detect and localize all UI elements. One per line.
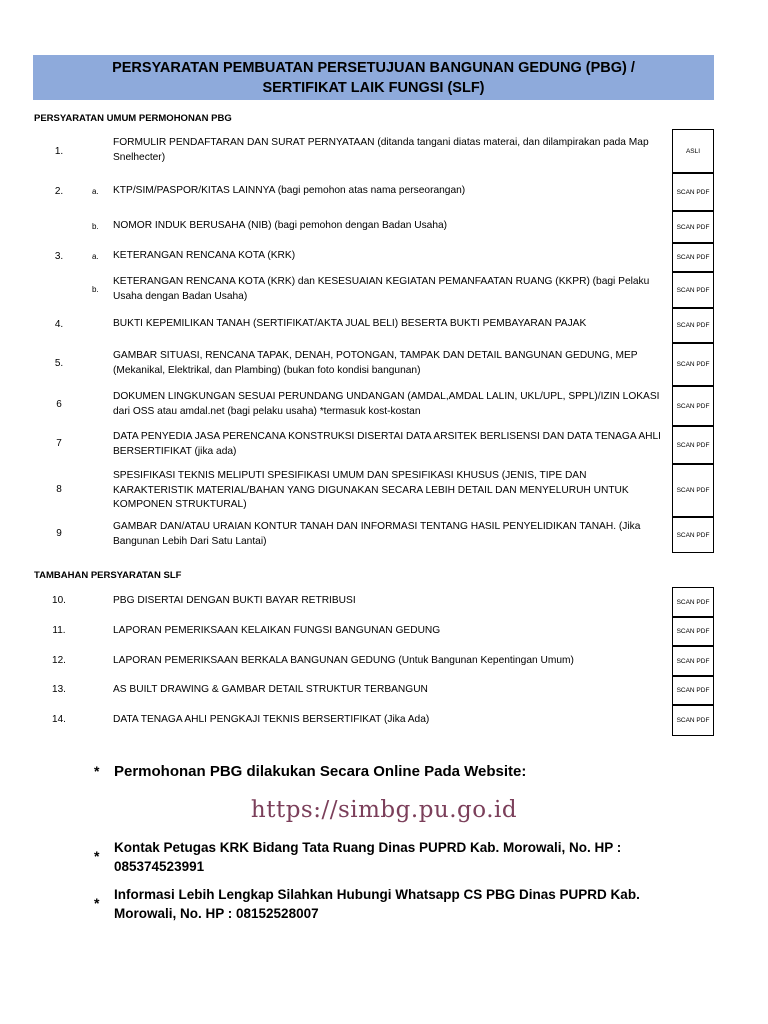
row-sub-letter: a. [92, 252, 99, 261]
row-number: 8 [56, 484, 62, 495]
row-text: KETERANGAN RENCANA KOTA (KRK) dan KESESUAIAN KEGIATAN PEMANFAATAN RUANG (KKPR) (bagi Pelaku Usaha dengan Badan Usaha) [113, 276, 650, 302]
row-text: SPESIFIKASI TEKNIS MELIPUTI SPESIFIKASI UMUM DAN SPESIFIKASI KHUSUS (JENIS, TIPE DAN KARAKTERISTIK MATERIAL/BAHAN YANG DIGUNAKAN SECARA LEBIH DETAIL DAN MENYELURUH UNTUK KOMPONEN STRUKTURAL) [113, 470, 629, 510]
row-number: 12. [52, 655, 66, 666]
krk-contact-note: Kontak Petugas KRK Bidang Tata Ruang Dinas PUPRD Kab. Morowali, No. HP : 085374523991 [114, 840, 622, 874]
row-number: 3. [54, 251, 64, 262]
row-text: PBG DISERTAI DENGAN BUKTI BAYAR RETRIBUSI [113, 595, 356, 606]
row-text: GAMBAR DAN/ATAU URAIAN KONTUR TANAH DAN INFORMASI TENTANG HASIL PENYELIDIKAN TANAH. (Jika Bangunan Lebih Dari Satu Lantai) [113, 521, 641, 547]
row-number: 6 [56, 399, 62, 410]
document-type-badge: SCAN PDF [672, 676, 714, 705]
document-type-badge: SCAN PDF [672, 343, 714, 386]
document-type-badge: SCAN PDF [672, 617, 714, 646]
website-link[interactable]: https://simbg.pu.go.id [250, 797, 518, 823]
row-number: 11. [52, 625, 66, 636]
row-number: 10. [52, 595, 66, 606]
row-text: LAPORAN PEMERIKSAAN KELAIKAN FUNGSI BANGUNAN GEDUNG [113, 625, 441, 636]
row-sub-letter: b. [92, 222, 99, 231]
row-text: LAPORAN PEMERIKSAAN BERKALA BANGUNAN GEDUNG (Untuk Bangunan Kepentingan Umum) [113, 655, 574, 666]
section-title-pbg: PERSYARATAN UMUM PERMOHONAN PBG [34, 113, 232, 124]
title-line-1: PERSYARATAN PEMBUATAN PERSETUJUAN BANGUNAN GEDUNG (PBG) / [112, 60, 635, 76]
bullet-star: * [94, 848, 100, 864]
row-number: 13. [52, 684, 66, 695]
document-type-badge: SCAN PDF [672, 243, 714, 272]
document-type-badge: SCAN PDF [672, 173, 714, 211]
row-number: 2. [54, 186, 64, 197]
document-type-badge: SCAN PDF [672, 464, 714, 517]
row-text: FORMULIR PENDAFTARAN DAN SURAT PERNYATAAN (ditanda tangani diatas materai, dan dilampirakan pada Map Snelhecter) [113, 137, 649, 163]
document-type-badge: SCAN PDF [672, 646, 714, 676]
row-text: DATA PENYEDIA JASA PERENCANA KONSTRUKSI DISERTAI DATA ARSITEK BERLISENSI DAN DATA TENAGA AHLI BERSERTIFIKAT (jika ada) [113, 431, 662, 457]
document-type-badge: SCAN PDF [672, 386, 714, 426]
row-text: NOMOR INDUK BERUSAHA (NIB) (bagi pemohon dengan Badan Usaha) [113, 220, 448, 231]
row-sub-letter: b. [92, 285, 99, 294]
document-type-badge: SCAN PDF [672, 211, 714, 243]
row-text: BUKTI KEPEMILIKAN TANAH (SERTIFIKAT/AKTA JUAL BELI) BESERTA BUKTI PEMBAYARAN PAJAK [113, 318, 587, 329]
document-type-badge: SCAN PDF [672, 587, 714, 617]
row-text: AS BUILT DRAWING & GAMBAR DETAIL STRUKTUR TERBANGUN [113, 684, 428, 695]
bullet-star: * [94, 895, 100, 911]
bullet-star: * [94, 763, 100, 779]
row-number: 7 [56, 438, 62, 449]
row-sub-letter: a. [92, 187, 99, 196]
row-text: GAMBAR SITUASI, RENCANA TAPAK, DENAH, POTONGAN, TAMPAK DAN DETAIL BANGUNAN GEDUNG, MEP (Mekanikal, Elektrikal, dan Plambing) (bukan foto kondisi bangunan) [113, 350, 638, 376]
document-title [33, 55, 714, 100]
row-text: KTP/SIM/PASPOR/KITAS LAINNYA (bagi pemohon atas nama perseorangan) [113, 185, 466, 196]
online-note: Permohonan PBG dilakukan Secara Online Pada Website: [114, 763, 527, 780]
row-number: 14. [52, 714, 66, 725]
row-number: 9 [56, 528, 62, 539]
row-text: DATA TENAGA AHLI PENGKAJI TEKNIS BERSERTIFIKAT (Jika Ada) [113, 714, 430, 725]
document-type-badge: SCAN PDF [672, 517, 714, 553]
info-contact-note: Informasi Lebih Lengkap Silahkan Hubungi Whatsapp CS PBG Dinas PUPRD Kab. Morowali, No. HP : 08152528007 [114, 887, 640, 921]
row-text: KETERANGAN RENCANA KOTA (KRK) [113, 250, 296, 261]
row-text: DOKUMEN LINGKUNGAN SESUAI PERUNDANG UNDANGAN (AMDAL,AMDAL LALIN, UKL/UPL, SPPL)/IZIN LOKASI dari OSS atau amdal.net (bagi pelaku usaha) *termasuk kost-kostan [113, 391, 660, 417]
title-line-2: SERTIFIKAT LAIK FUNGSI (SLF) [262, 80, 485, 96]
document-type-badge: SCAN PDF [672, 426, 714, 464]
section-title-slf: TAMBAHAN PERSYARATAN SLF [34, 570, 182, 581]
row-number: 4. [54, 319, 64, 330]
row-number: 5. [54, 358, 64, 369]
document-type-badge: SCAN PDF [672, 308, 714, 343]
document-type-badge: SCAN PDF [672, 272, 714, 308]
document-type-badge: ASLI [672, 129, 714, 173]
document-type-badge: SCAN PDF [672, 705, 714, 736]
row-number: 1. [54, 146, 64, 157]
